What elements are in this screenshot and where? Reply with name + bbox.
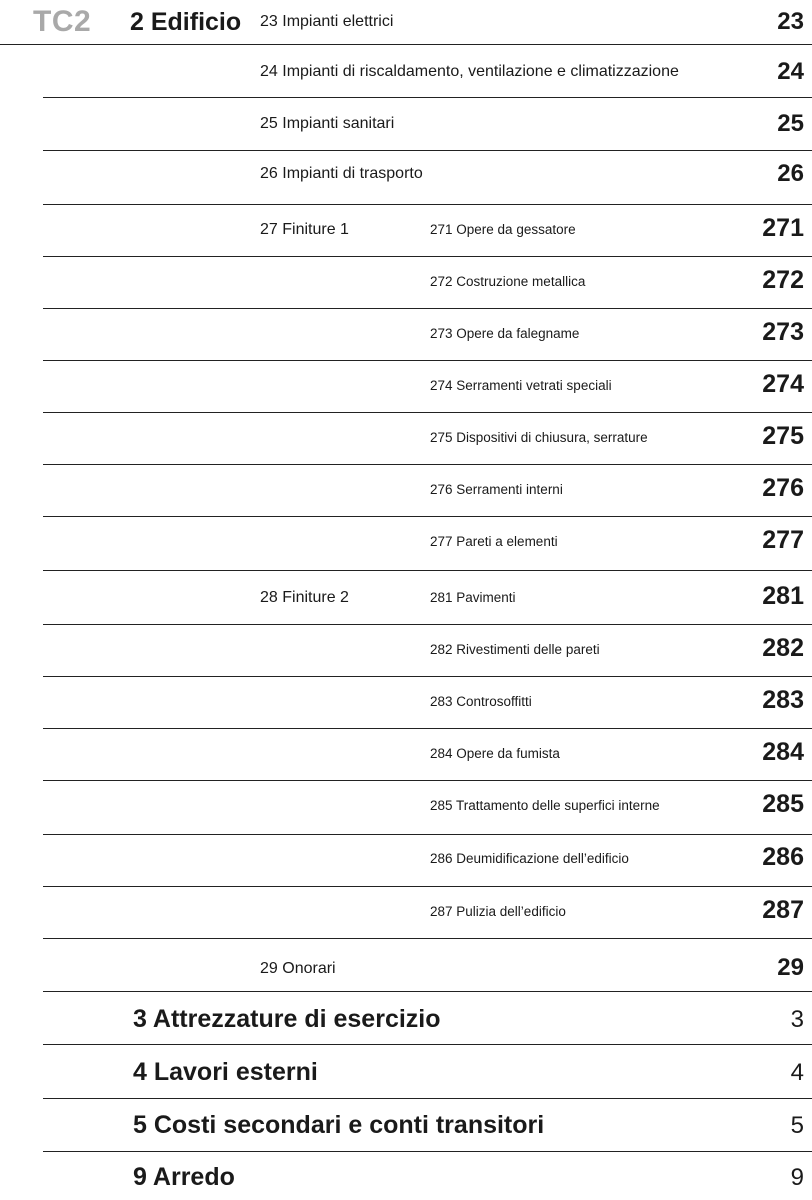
item-code: 284 [762, 738, 804, 766]
divider [43, 938, 812, 939]
divider [43, 728, 812, 729]
item-label: 286 Deumidificazione dell’edificio [430, 851, 629, 866]
item-label: 272 Costruzione metallica [430, 274, 586, 289]
list-item [0, 8, 812, 36]
item-code: 283 [762, 686, 804, 714]
group-label: 5 Costi secondari e conti transitori [133, 1111, 545, 1139]
list-item [0, 110, 812, 138]
item-code: 282 [762, 634, 804, 662]
list-item [0, 1162, 812, 1194]
group-label: 9 Arredo [133, 1163, 235, 1191]
item-code: 271 [762, 214, 804, 242]
item-label: 29 Onorari [260, 960, 336, 977]
item-label: 274 Serramenti vetrati speciali [430, 378, 612, 393]
item-label: 287 Pulizia dell’edificio [430, 904, 566, 919]
divider [43, 676, 812, 677]
item-label: 284 Opere da fumista [430, 746, 560, 761]
divider [43, 991, 812, 992]
list-item [0, 370, 812, 400]
divider [43, 1151, 812, 1152]
divider [43, 834, 812, 835]
list-item [0, 160, 812, 188]
item-label: 273 Opere da falegname [430, 326, 580, 341]
item-code: 275 [762, 422, 804, 450]
divider [43, 1098, 812, 1099]
item-code: 277 [762, 526, 804, 554]
list-item [0, 1110, 812, 1142]
list-item [0, 318, 812, 348]
item-label: 271 Opere da gessatore [430, 222, 576, 237]
item-code: 26 [777, 160, 804, 187]
item-code: 273 [762, 318, 804, 346]
item-label: 281 Pavimenti [430, 590, 516, 605]
item-label: 24 Impianti di riscaldamento, ventilazione e climatizzazione [260, 63, 679, 80]
divider [43, 204, 812, 205]
tc2-logo: TC2 [33, 5, 92, 38]
divider [43, 570, 812, 571]
item-code: 276 [762, 474, 804, 502]
list-item [0, 843, 812, 873]
item-label: 276 Serramenti interni [430, 482, 563, 497]
group-label: 4 Lavori esterni [133, 1058, 318, 1086]
list-item [0, 1004, 812, 1036]
divider [43, 464, 812, 465]
list-item [0, 474, 812, 504]
list-item [0, 526, 812, 556]
divider [43, 412, 812, 413]
list-item [0, 582, 812, 612]
list-item [0, 952, 812, 982]
item-label: 277 Pareti a elementi [430, 534, 558, 549]
item-code: 29 [777, 954, 804, 981]
list-item [0, 214, 812, 244]
item-code: 285 [762, 790, 804, 818]
divider [43, 360, 812, 361]
group-code: 9 [790, 1164, 804, 1191]
divider [43, 780, 812, 781]
item-label: 283 Controsoffitti [430, 694, 532, 709]
list-item [0, 896, 812, 926]
list-item [0, 686, 812, 716]
item-code: 25 [777, 110, 804, 137]
section-title-finiture-1: 27 Finiture 1 [260, 221, 349, 238]
group-code: 5 [790, 1112, 804, 1139]
item-label: 23 Impianti elettrici [260, 13, 394, 30]
item-code: 24 [777, 58, 804, 85]
list-item [0, 790, 812, 820]
divider [43, 308, 812, 309]
list-item [0, 738, 812, 768]
divider [43, 886, 812, 887]
item-code: 23 [777, 8, 804, 35]
group-code: 3 [790, 1006, 804, 1033]
section-title-finiture-2: 28 Finiture 2 [260, 589, 349, 606]
divider [0, 44, 812, 45]
group-label: 3 Attrezzature di esercizio [133, 1005, 441, 1033]
list-item [0, 58, 812, 86]
divider [43, 1044, 812, 1045]
list-item [0, 634, 812, 664]
divider [43, 624, 812, 625]
item-label: 282 Rivestimenti delle pareti [430, 642, 600, 657]
item-label: 25 Impianti sanitari [260, 115, 395, 132]
item-label: 275 Dispositivi di chiusura, serrature [430, 430, 648, 445]
list-item [0, 1057, 812, 1089]
item-code: 286 [762, 843, 804, 871]
group-title-edificio: 2 Edificio [130, 8, 242, 36]
divider [43, 516, 812, 517]
divider [43, 150, 812, 151]
item-code: 287 [762, 896, 804, 924]
item-code: 274 [762, 370, 804, 398]
item-code: 281 [762, 582, 804, 610]
divider [43, 97, 812, 98]
divider [43, 256, 812, 257]
item-label: 26 Impianti di trasporto [260, 165, 423, 182]
list-item [0, 422, 812, 452]
list-item [0, 266, 812, 296]
item-code: 272 [762, 266, 804, 294]
item-label: 285 Trattamento delle superfici interne [430, 798, 660, 813]
group-code: 4 [790, 1059, 804, 1086]
